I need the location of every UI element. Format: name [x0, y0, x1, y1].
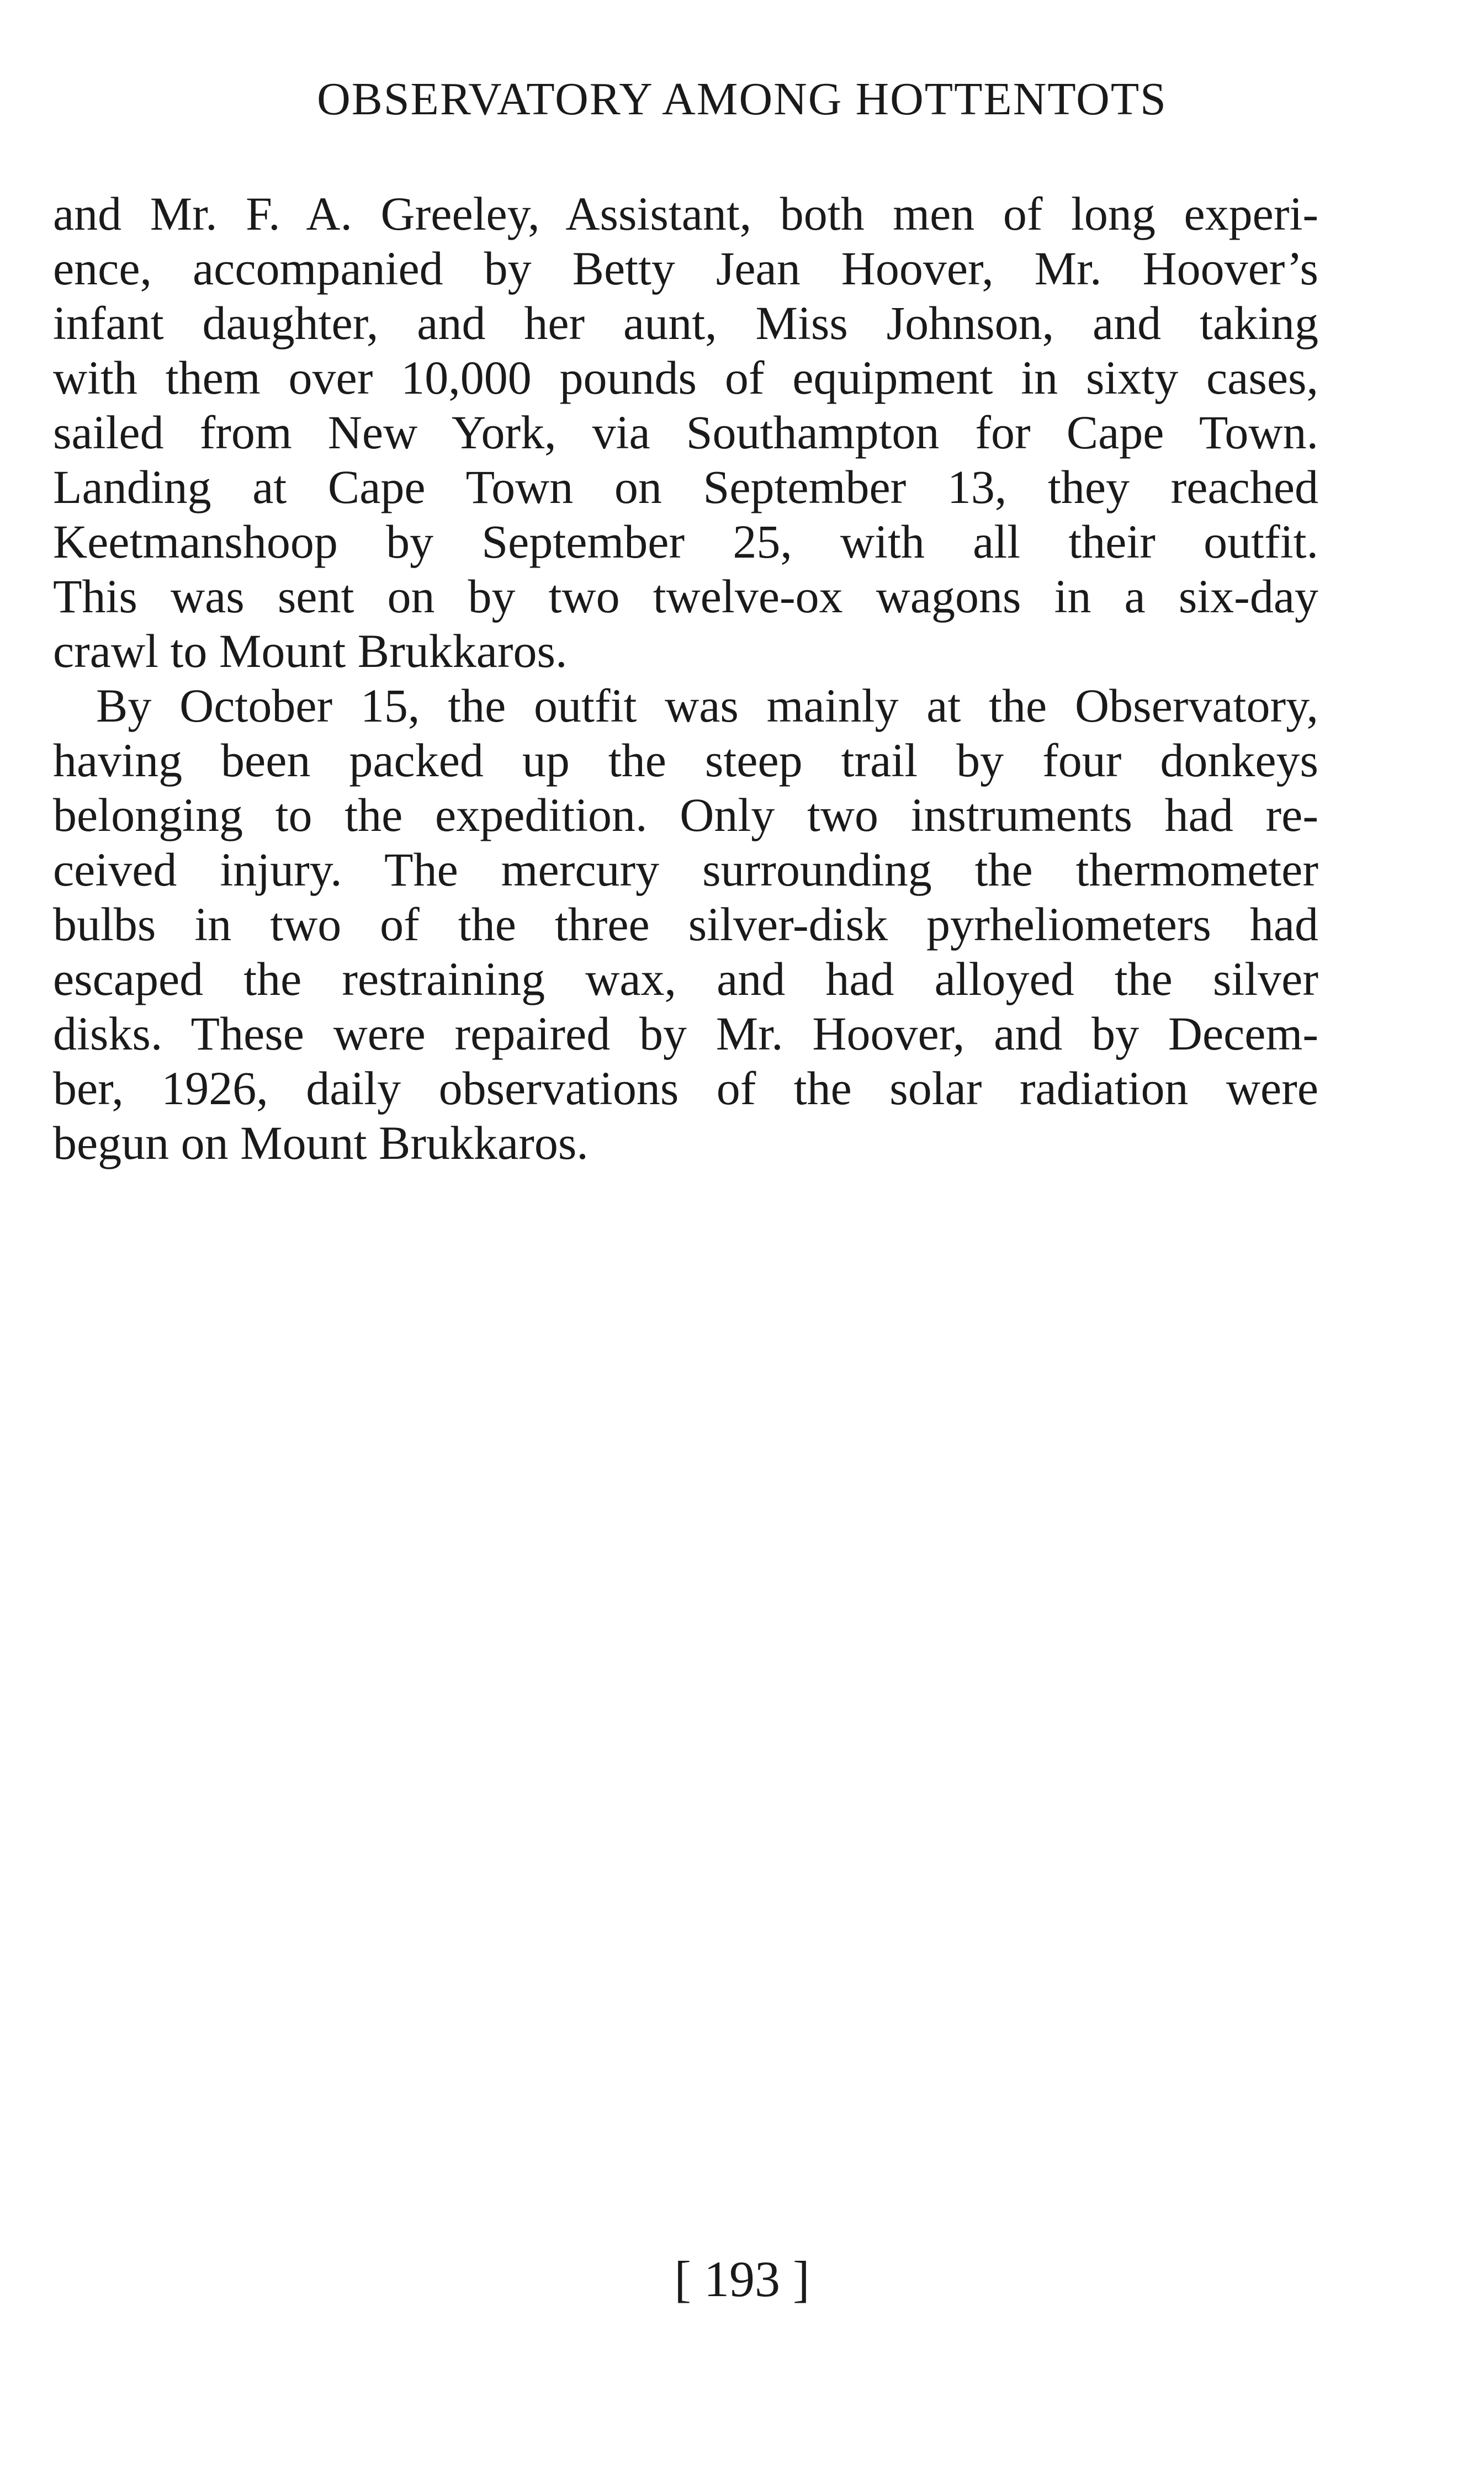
text-line: infant daughter, and her aunt, Miss Johnson, and taking	[53, 296, 1318, 349]
text-line: ceived injury. The mercury surrounding the thermometer	[53, 843, 1318, 896]
text-line: Landing at Cape Town on September 13, they reached	[53, 460, 1318, 513]
running-head: OBSERVATORY AMONG HOTTENTOTS	[317, 73, 1167, 125]
text-line: bulbs in two of the three silver-disk pyrheliometers had	[53, 898, 1318, 951]
text-line: ber, 1926, daily observations of the solar radiation were	[53, 1062, 1318, 1115]
text-line: disks. These were repaired by Mr. Hoover, and by Decem-	[53, 1007, 1318, 1060]
paragraph-2	[53, 679, 1318, 1170]
text-line: and Mr. F. A. Greeley, Assistant, both men of long experi-	[53, 187, 1318, 240]
text-line: having been packed up the steep trail by four donkeys	[53, 734, 1318, 787]
text-line: This was sent on by two twelve-ox wagons in a six-day	[53, 570, 1318, 623]
text-line: with them over 10,000 pounds of equipment in sixty cases,	[53, 351, 1318, 404]
body-text	[53, 187, 1318, 1170]
text-line: Keetmanshoop by September 25, with all their outfit.	[53, 515, 1318, 568]
text-line: By October 15, the outfit was mainly at the Observatory,	[96, 679, 1318, 732]
text-line: ence, accompanied by Betty Jean Hoover, Mr. Hoover’s	[53, 242, 1318, 295]
text-line: crawl to Mount Brukkaros.	[53, 624, 568, 677]
text-line: belonging to the expedition. Only two instruments had re-	[53, 788, 1318, 841]
page-number: [ 193 ]	[674, 2251, 810, 2307]
paragraph-1	[53, 187, 1318, 679]
text-line: escaped the restraining wax, and had alloyed the silver	[53, 952, 1318, 1005]
text-line: begun on Mount Brukkaros.	[53, 1116, 589, 1169]
text-line: sailed from New York, via Southampton for Cape Town.	[53, 406, 1318, 459]
